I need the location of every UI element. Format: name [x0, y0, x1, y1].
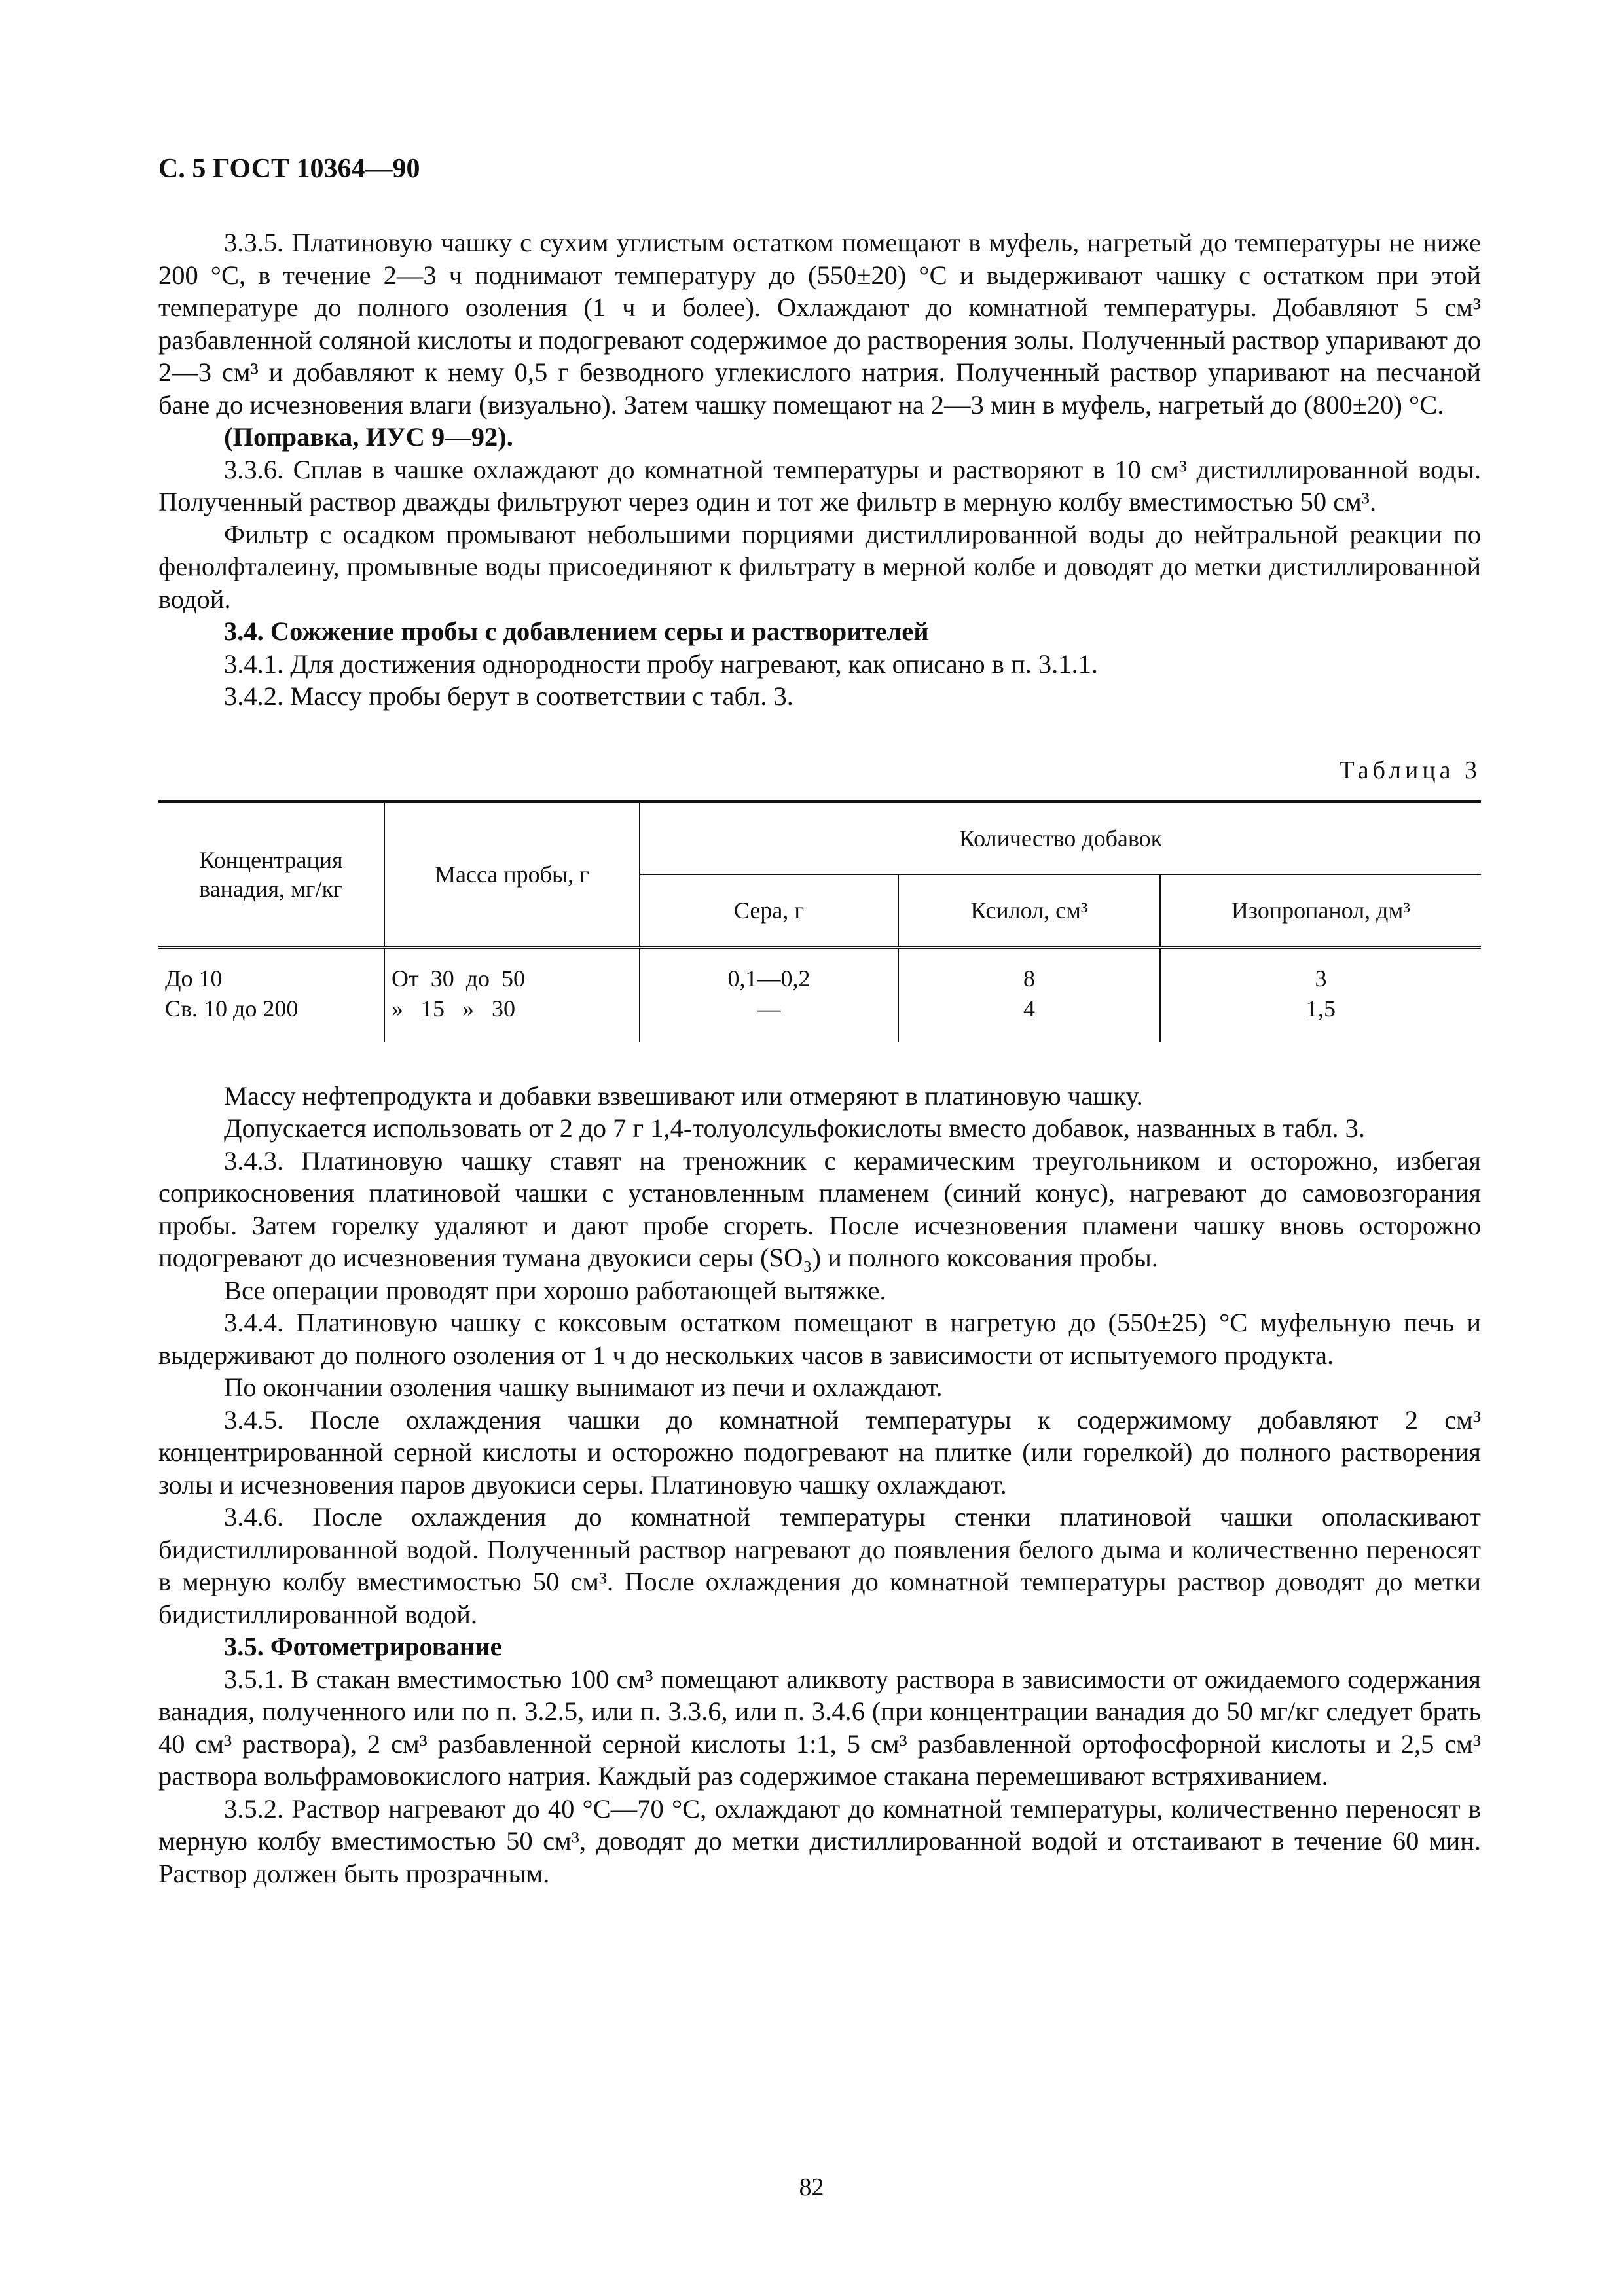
header-concentration: Концентрация ванадия, мг/кг: [158, 802, 384, 948]
cell-sulfur: [640, 947, 898, 1042]
paragraph-3-4-1: 3.4.1. Для достижения однородности пробу нагревают, как описано в п. 3.1.1.: [224, 649, 1099, 679]
paragraph-3-4-5: 3.4.5. После охлаждения чашки до комнатной температуры к содержимому добавляют 2 см³ концентрированной серной кислоты и осторожно подогревают на плитке (или горелкой) до полного растворения золы и исчезновения паров двуокиси серы. Платиновую чашку охлаждают.: [158, 1405, 1481, 1499]
value-concentration-2: Св. 10 до 200: [165, 995, 299, 1022]
table-caption: Таблица 3: [1339, 756, 1481, 784]
paragraph-ashing-end: По окончании озоления чашку вынимают из печи и охлаждают.: [224, 1372, 943, 1402]
paragraph-3-3-5: 3.3.5. Платиновую чашку с сухим углистым остатком помещают в муфель, нагретый до температуры не ниже 200 °С, в течение 2—3 ч поднимают температуру до (550±20) °С и выдерживают чашку с остатком при этой температуре до полного озоления (1 ч и более). Охлаждают до комнатной температуры. Добавляют 5 см³ разбавленной соляной кислоты и подогревают содержимое до растворения золы. Полученный раствор упаривают до 2—3 см³ и добавляют к нему 0,5 г безводного углекислого натрия. Полученный раствор упаривают на песчаной бане до исчезновения влаги (визуально). Затем чашку помещают на 2—3 мин в муфель, нагретый до (800±20) °С.: [158, 228, 1481, 420]
header-sulfur: Сера, г: [640, 874, 898, 948]
document-page: [158, 152, 1481, 1890]
table-row: [158, 947, 1481, 1042]
cell-xylene: [898, 947, 1160, 1042]
page-header: С. 5 ГОСТ 10364—90: [158, 154, 420, 184]
header-isopropanol: Изопропанол, дм³: [1160, 874, 1481, 948]
cell-mass: [384, 947, 640, 1042]
section-heading-3-5: 3.5. Фотометрирование: [224, 1632, 502, 1661]
header-additives: Количество добавок: [640, 802, 1481, 874]
value-mass-1: От 30 до 50: [392, 965, 526, 992]
paragraph-ventilation: Все операции проводят при хорошо работающей вытяжке.: [224, 1275, 886, 1305]
paragraph-3-5-1: 3.5.1. В стакан вместимостью 100 см³ помещают аликвоту раствора в зависимости от ожидаемого содержания ванадия, полученного или по п. 3.2.5, или п. 3.3.6, или п. 3.4.6 (при концентрации ванадия до 50 мг/кг следует брать 40 см³ раствора), 2 см³ разбавленной серной кислоты 1:1, 5 см³ разбавленной ортофосфорной кислоты и 2,5 см³ раствора вольфрамовокислого натрия. Каждый раз содержимое стакана перемешивают встряхиванием.: [158, 1664, 1481, 1791]
text-block-before-table: [158, 226, 1481, 713]
value-xylene-1: 8: [1023, 965, 1035, 992]
section-heading-3-4: 3.4. Сожжение пробы с добавлением серы и растворителей: [224, 617, 929, 646]
header-xylene: Ксилол, см³: [898, 874, 1160, 948]
value-isopropanol-2: 1,5: [1306, 995, 1336, 1022]
text-block-after-table: [158, 1080, 1481, 1890]
amendment-note: (Поправка, ИУС 9—92).: [224, 422, 513, 452]
cell-isopropanol: [1160, 947, 1481, 1042]
page-number: 82: [799, 2174, 824, 2201]
value-mass-2: » 15 » 30: [392, 995, 515, 1022]
paragraph-3-4-4: 3.4.4. Платиновую чашку с коксовым остатком помещают в нагретую до (550±25) °С муфельную печь и выдерживают до полного озоления от 1 ч до нескольких часов в зависимости от испытуемого продукта.: [158, 1308, 1481, 1370]
paragraph-3-3-6: 3.3.6. Сплав в чашке охлаждают до комнатной температуры и растворяют в 10 см³ дистиллированной воды. Полученный раствор дважды фильтруют через один и тот же фильтр в мерную колбу вместимостью 50 см³.: [158, 454, 1481, 516]
paragraph-3-4-3: 3.4.3. Платиновую чашку ставят на треножник с керамическим треугольником и осторожно, избегая соприкосновения платиновой чашки с установленным пламенем (синий конус), нагревают до самовозгорания пробы. Затем горелку удаляют и дают пробе сгореть. После исчезновения пламени чашку вновь осторожно подогревают до исчезновения тумана двуокиси серы (SO₃) и полного коксования пробы.: [158, 1145, 1481, 1272]
paragraph-allowed: Допускается использовать от 2 до 7 г 1,4-толуолсульфокислоты вместо добавок, названных в табл. 3.: [224, 1113, 1366, 1143]
cell-concentration: [158, 947, 384, 1042]
paragraph-3-4-6: 3.4.6. После охлаждения до комнатной температуры стенки платиновой чашки ополаскивают бидистиллированной водой. Полученный раствор нагревают до появления белого дыма и количественно переносят в мерную колбу вместимостью 50 см³. После охлаждения до комнатной температуры раствор доводят до метки бидистиллированной водой.: [158, 1502, 1481, 1629]
table-3: [158, 800, 1481, 1042]
paragraph-3-4-2: 3.4.2. Массу пробы берут в соответствии с табл. 3.: [224, 681, 793, 711]
paragraph-filter: Фильтр с осадком промывают небольшими порциями дистиллированной воды до нейтральной реакции по фенолфталеину, промывные воды присоединяют к фильтрату в мерной колбе и доводят до метки дистиллированной водой.: [158, 519, 1481, 614]
value-sulfur-2: —: [757, 995, 781, 1022]
header-mass: Масса пробы, г: [384, 802, 640, 948]
paragraph-3-5-2: 3.5.2. Раствор нагревают до 40 °С—70 °С, охлаждают до комнатной температуры, количественно переносят в мерную колбу вместимостью 50 см³, доводят до метки дистиллированной водой и отстаивают в течение 60 мин. Раствор должен быть прозрачным.: [158, 1793, 1481, 1888]
value-isopropanol-1: 3: [1315, 965, 1327, 992]
value-concentration-1: До 10: [165, 965, 223, 992]
paragraph-weighing: Массу нефтепродукта и добавки взвешивают или отмеряют в платиновую чашку.: [224, 1081, 1143, 1111]
value-xylene-2: 4: [1023, 995, 1035, 1022]
value-sulfur-1: 0,1—0,2: [727, 965, 811, 992]
